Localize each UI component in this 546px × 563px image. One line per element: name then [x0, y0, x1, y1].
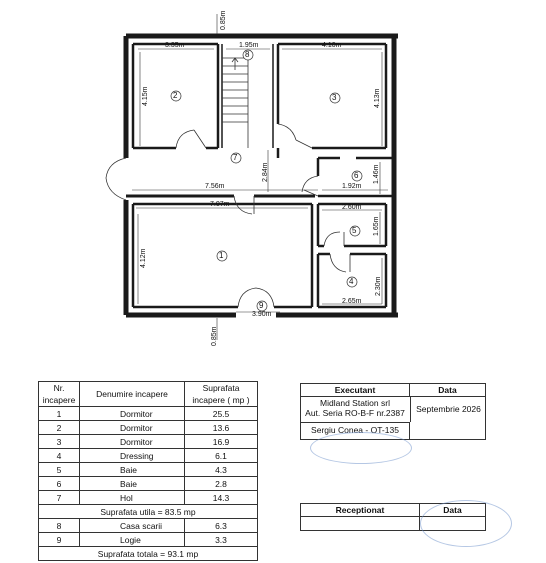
dim-label-165: 1.65m — [373, 216, 380, 236]
header-name: Denumire incapere — [80, 382, 185, 407]
table-row — [39, 533, 258, 547]
door-logie — [238, 288, 274, 307]
door-room-2 — [176, 130, 206, 148]
dim-label-top-right: 4.10m — [322, 42, 342, 49]
cell-area: 16.9 — [185, 435, 258, 449]
table-row — [39, 435, 258, 449]
room-label-7: 7 — [233, 153, 238, 162]
door-room-3 — [278, 124, 312, 148]
company-name: Midland Station srl — [320, 398, 390, 408]
cell-area: 14.3 — [185, 491, 258, 505]
receptionat-header: Receptionat — [301, 504, 420, 517]
dim-label-085-top: 0.85m — [220, 10, 227, 30]
table-row — [39, 477, 258, 491]
table-row — [39, 407, 258, 421]
table-row — [39, 463, 258, 477]
data-header: Data — [410, 384, 485, 397]
cell-name: Dressing — [80, 449, 185, 463]
stamp-seal — [420, 500, 512, 547]
cell-nr: 8 — [39, 519, 80, 533]
receptionat-data-header: Data — [420, 504, 485, 517]
dimension-lines — [132, 14, 388, 340]
cell-nr: 1 — [39, 407, 80, 421]
dim-label-260: 2.60m — [342, 204, 362, 211]
dim-label-390: 3.90m — [252, 311, 272, 318]
room-label-3: 3 — [332, 93, 337, 102]
dim-label-413: 4.13m — [374, 88, 381, 108]
dim-label-412: 4.12m — [140, 248, 147, 268]
table-row — [39, 421, 258, 435]
header-area: Suprafata incapere ( mp ) — [185, 382, 258, 407]
rooms-table — [38, 381, 258, 561]
authorization: Aut. Seria RO-B-F nr.2387 — [305, 408, 405, 418]
table-row — [39, 491, 258, 505]
cell-name: Logie — [80, 533, 185, 547]
room-label-1: 1 — [219, 251, 224, 260]
dim-label-265: 2.65m — [342, 298, 362, 305]
dim-label-415: 4.15m — [142, 86, 149, 106]
dim-label-192: 1.92m — [342, 183, 362, 190]
dim-label-284: 2.84m — [262, 162, 269, 182]
cell-name: Dormitor — [80, 435, 185, 449]
room-label-9: 9 — [259, 301, 264, 310]
dim-label-230: 2.30m — [375, 276, 382, 296]
cell-nr: 2 — [39, 421, 80, 435]
stairs — [222, 58, 248, 148]
door-room-6 — [302, 176, 318, 196]
subtotal: Suprafata utila = 83.5 mp — [39, 505, 258, 519]
cell-area: 6.3 — [185, 519, 258, 533]
cell-name: Baie — [80, 477, 185, 491]
room-label-5: 5 — [352, 226, 357, 235]
door-room-4 — [330, 254, 350, 272]
cell-area: 4.3 — [185, 463, 258, 477]
dim-label-707: 7.07m — [210, 201, 230, 208]
total-row — [39, 547, 258, 561]
cell-area: 6.1 — [185, 449, 258, 463]
cell-area: 2.8 — [185, 477, 258, 491]
room-label-2: 2 — [173, 91, 178, 100]
cell-nr: 9 — [39, 533, 80, 547]
cell-nr: 4 — [39, 449, 80, 463]
doors — [106, 124, 350, 307]
room-label-4: 4 — [349, 277, 354, 286]
cell-nr: 6 — [39, 477, 80, 491]
table-row — [39, 449, 258, 463]
dim-label-top-left: 3.35m — [165, 42, 185, 49]
subtotal-row — [39, 505, 258, 519]
room-label-6: 6 — [354, 171, 359, 180]
room-label-8: 8 — [245, 50, 250, 59]
door-entrance — [106, 158, 126, 200]
executant-header: Executant — [301, 384, 410, 397]
cell-name: Casa scarii — [80, 519, 185, 533]
executant-box — [300, 383, 486, 440]
cell-area: 13.6 — [185, 421, 258, 435]
dim-label-085-bottom: 0.85m — [211, 326, 218, 346]
cell-name: Dormitor — [80, 421, 185, 435]
cell-area: 25.5 — [185, 407, 258, 421]
dim-label-756: 7.56m — [205, 183, 225, 190]
cell-name: Baie — [80, 463, 185, 477]
cell-name: Hol — [80, 491, 185, 505]
table-row — [39, 519, 258, 533]
cell-nr: 7 — [39, 491, 80, 505]
dim-label-146: 1.46m — [373, 164, 380, 184]
header-nr: Nr. incapere — [39, 382, 80, 407]
execution-date: Septembrie 2026 — [410, 397, 486, 422]
stamp-seal — [310, 432, 412, 464]
total: Suprafata totala = 93.1 mp — [39, 547, 258, 561]
cell-nr: 5 — [39, 463, 80, 477]
cell-nr: 3 — [39, 435, 80, 449]
cell-area: 3.3 — [185, 533, 258, 547]
dim-label-stairs: 1.95m — [239, 42, 259, 49]
door-room-5 — [324, 232, 344, 246]
cell-name: Dormitor — [80, 407, 185, 421]
executant-person: Sergiu Conea - OT-135 — [301, 422, 410, 439]
